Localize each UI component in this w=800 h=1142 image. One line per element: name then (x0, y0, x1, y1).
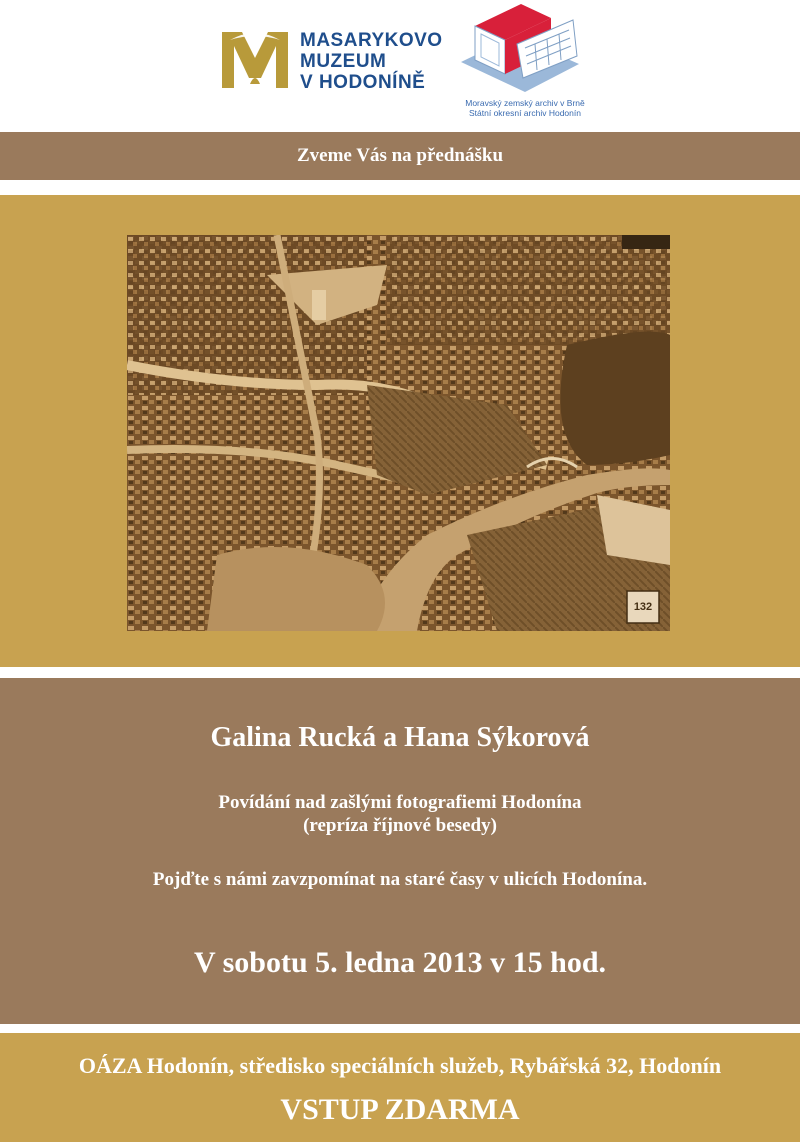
free-entry: VSTUP ZDARMA (280, 1093, 520, 1126)
event-datetime: V sobotu 5. ledna 2013 v 15 hod. (193, 946, 607, 979)
archive-building-icon (455, 4, 595, 96)
talk-subtitle (0, 791, 800, 837)
archive-caption-line2: Státní okresní archiv Hodonín (469, 108, 581, 118)
museum-m-icon (220, 28, 290, 92)
aerial-photo-hodonin-icon (127, 235, 670, 631)
invite-text: Zveme Vás na přednášku (296, 145, 504, 166)
museum-name-line3: V HODONÍNĚ (300, 72, 426, 93)
museum-name (300, 30, 443, 93)
museum-logo (220, 28, 450, 98)
museum-name-line2: MUZEUM (300, 51, 387, 72)
archive-caption-line1: Moravský zemský archiv v Brně (465, 98, 585, 108)
invite-band (0, 132, 800, 180)
footer (0, 1033, 800, 1142)
museum-name-line1: MASARYKOVO (300, 30, 443, 51)
plate-number: 132 (633, 601, 653, 613)
header (0, 0, 800, 132)
archive-logo (455, 4, 595, 122)
venue: OÁZA Hodonín, středisko speciálních služeb, Rybářská 32, Hodonín (78, 1053, 722, 1078)
aerial-photo (127, 235, 670, 631)
archive-caption (455, 98, 595, 118)
invitation-text: Pojďte s námi zavzpomínat na staré časy v ulicích Hodonína. (152, 869, 648, 890)
talk-subtitle-line1: Povídání nad zašlými fotografiemi Hodonína (218, 792, 582, 813)
event-info (0, 678, 800, 1024)
photo-band (0, 195, 800, 667)
speakers: Galina Rucká a Hana Sýkorová (210, 722, 590, 753)
talk-subtitle-line2: (repríza říjnové besedy) (303, 815, 497, 836)
